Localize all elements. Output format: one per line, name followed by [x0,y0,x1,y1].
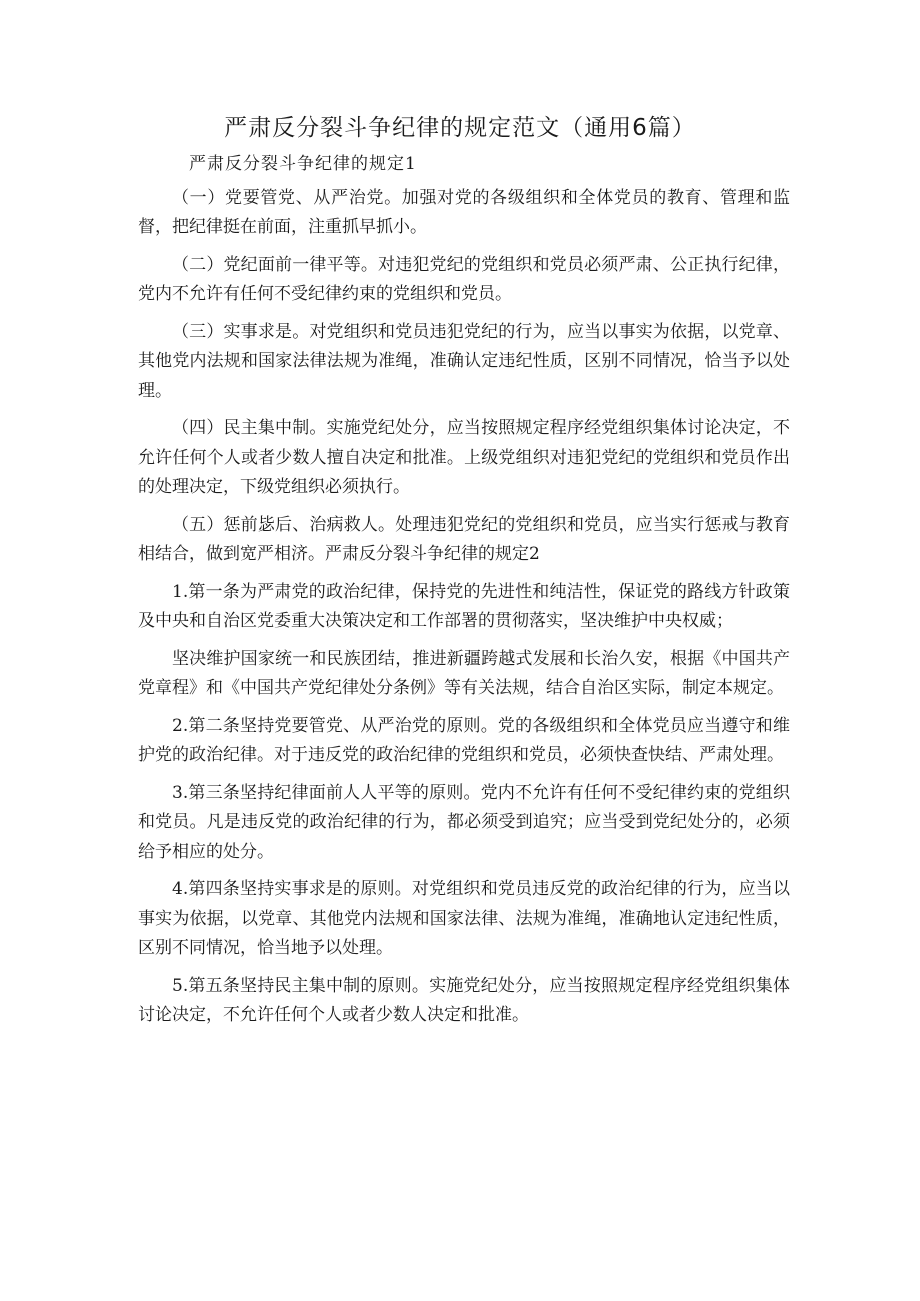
paragraph: 5.第五条坚持民主集中制的原则。实施党纪处分，应当按照规定程序经党组织集体讨论决定，不允许任何个人或者少数人决定和批准。 [138,975,790,1025]
paragraph: 坚决维护国家统一和民族团结，推进新疆跨越式发展和长治久安，根据《中国共产党章程》和《中国共产党纪律处分条例》等有关法规，结合自治区实际，制定本规定。 [138,648,790,698]
paragraph: 3.第三条坚持纪律面前人人平等的原则。党内不允许有任何不受纪律约束的党组织和党员。凡是违反党的政治纪律的行为，都必须受到追究；应当受到党纪处分的，必须给予相应的处分。 [138,782,790,862]
paragraph: （四）民主集中制。实施党纪处分，应当按照规定程序经党组织集体讨论决定，不允许任何个人或者少数人擅自决定和批准。上级党组织对违犯党纪的党组织和党员作出的处理决定，下级党组织必须执行。 [138,418,790,497]
paragraph: （三）实事求是。对党组织和党员违犯党纪的行为，应当以事实为依据，以党章、其他党内法规和国家法律法规为准绳，准确认定违纪性质，区别不同情况，恰当予以处理。 [138,321,790,401]
document-title: 严肃反分裂斗争纪律的规定范文（通用6篇） [224,115,696,141]
paragraph: （五）惩前毖后、治病救人。处理违犯党纪的党组织和党员，应当实行惩戒与教育相结合，做到宽严相济。严肃反分裂斗争纪律的规定2 [138,514,790,564]
paragraph: 2.第二条坚持党要管党、从严治党的原则。党的各级组织和全体党员应当遵守和维护党的政治纪律。对于违反党的政治纪律的党组织和党员，必须快查快结、严肃处理。 [138,715,790,765]
document-body [138,150,790,1039]
paragraph: （二）党纪面前一律平等。对违犯党纪的党组织和党员必须严肃、公正执行纪律，党内不允许有任何不受纪律约束的党组织和党员。 [138,254,790,304]
paragraph: 4.第四条坚持实事求是的原则。对党组织和党员违反党的政治纪律的行为，应当以事实为依据，以党章、其他党内法规和国家法律、法规为准绳，准确地认定违纪性质，区别不同情况，恰当地予以处理。 [138,879,790,958]
section-heading: 严肃反分裂斗争纪律的规定1 [189,154,417,174]
paragraph: 1.第一条为严肃党的政治纪律，保持党的先进性和纯洁性，保证党的路线方针政策及中央和自治区党委重大决策决定和工作部署的贯彻落实，坚决维护中央权威； [138,581,790,631]
paragraph: （一）党要管党、从严治党。加强对党的各级组织和全体党员的教育、管理和监督，把纪律挺在前面，注重抓早抓小。 [138,187,790,237]
